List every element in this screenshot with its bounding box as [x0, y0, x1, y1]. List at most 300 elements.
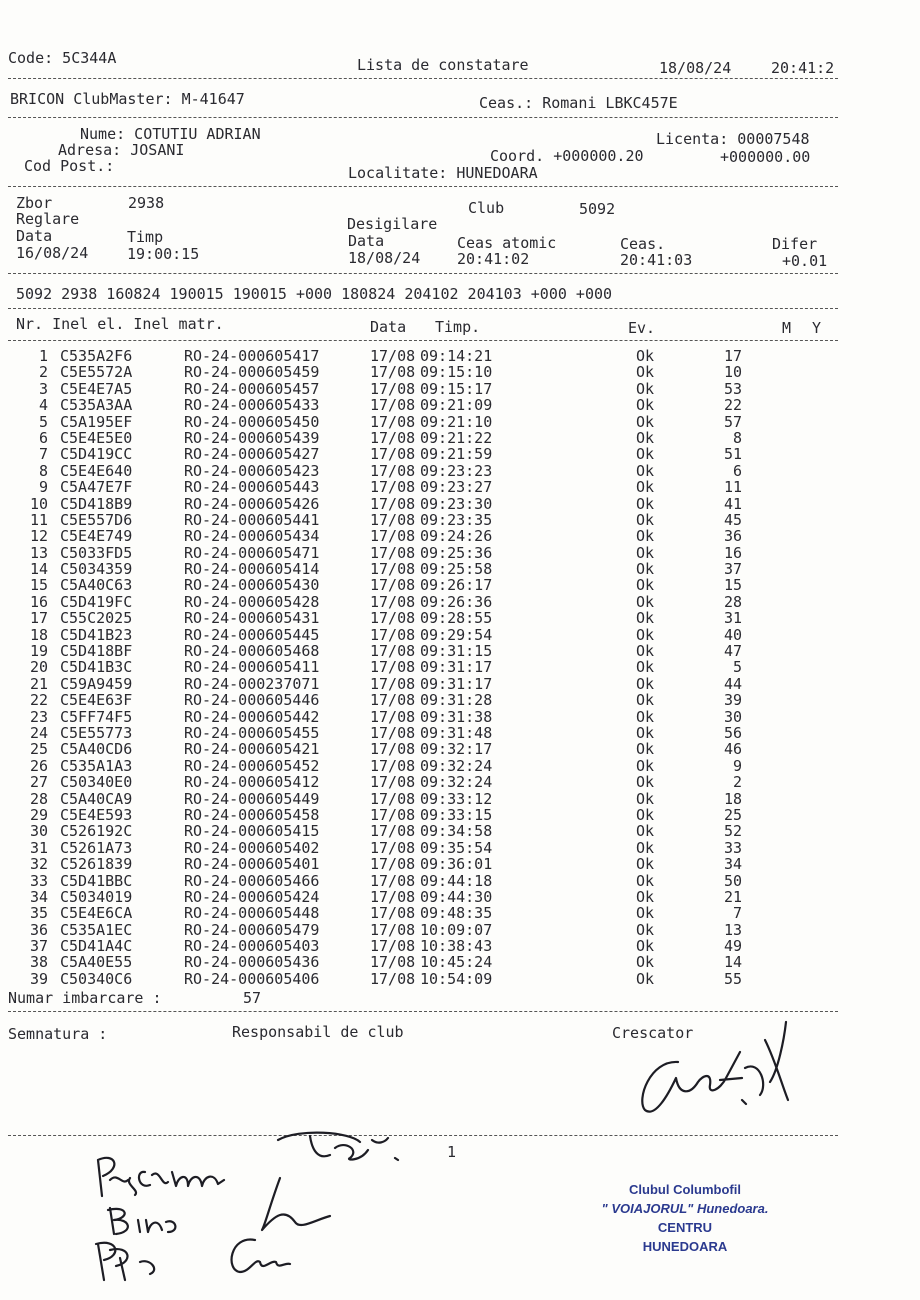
- extra-signature-2: [232, 1240, 290, 1272]
- row-inel: C5D41B3C: [60, 658, 133, 677]
- row-m: 55: [723, 969, 742, 988]
- handwritten-piscanu: [98, 1158, 224, 1196]
- row-data: 17/08: [370, 937, 416, 956]
- ceas-label: Ceas.: [620, 235, 666, 253]
- row-matricol: RO-24-000605443: [184, 478, 320, 497]
- row-ev: Ok: [636, 396, 655, 415]
- row-m: 18: [723, 789, 742, 808]
- desig-date: 18/08/24: [348, 249, 421, 267]
- row-ev: Ok: [636, 412, 655, 431]
- row-m: 47: [723, 642, 742, 661]
- desig-data-label: Data: [348, 232, 385, 250]
- row-data: 17/08: [370, 969, 416, 988]
- row-m: 45: [723, 510, 742, 529]
- owner-name: Nume: COTUTIU ADRIAN: [80, 125, 261, 143]
- club-label: Club: [468, 199, 505, 217]
- row-nr: 13: [29, 543, 48, 562]
- stamp-line-3: CENTRU: [657, 1220, 713, 1235]
- row-matricol: RO-24-000605457: [184, 379, 320, 398]
- row-nr: 27: [29, 773, 48, 792]
- col-header-m: M: [782, 319, 792, 337]
- row-ev: Ok: [636, 592, 655, 611]
- responsabil-signature: [278, 1133, 398, 1160]
- row-nr: 19: [29, 642, 48, 661]
- row-ev: Ok: [636, 920, 655, 939]
- row-matricol: RO-24-000237071: [184, 674, 320, 693]
- row-data: 17/08: [370, 592, 416, 611]
- row-nr: 32: [29, 855, 48, 874]
- row-data: 17/08: [370, 855, 416, 874]
- row-m: 40: [723, 625, 742, 644]
- row-timp: 09:23:30: [420, 494, 493, 513]
- row-ev: Ok: [636, 904, 655, 923]
- row-timp: 09:33:15: [420, 805, 493, 824]
- row-inel: C5E4E640: [60, 461, 133, 480]
- row-timp: 09:34:58: [420, 822, 493, 841]
- row-m: 7: [732, 904, 742, 923]
- row-timp: 09:31:17: [420, 674, 493, 693]
- row-inel: C5034359: [60, 560, 133, 579]
- row-nr: 18: [29, 625, 48, 644]
- row-timp: 09:31:38: [420, 707, 493, 726]
- row-nr: 33: [29, 871, 48, 890]
- row-nr: 23: [29, 707, 48, 726]
- row-m: 2: [732, 773, 742, 792]
- row-matricol: RO-24-000605468: [184, 642, 320, 661]
- row-data: 17/08: [370, 723, 416, 742]
- row-nr: 29: [29, 805, 48, 824]
- row-inel: C5261A73: [60, 838, 133, 857]
- stamp-line-4: HUNEDOARA: [642, 1239, 728, 1254]
- row-nr: 15: [29, 576, 48, 595]
- difer-value: +0.01: [782, 252, 828, 270]
- row-nr: 16: [29, 592, 48, 611]
- row-data: 17/08: [370, 412, 416, 431]
- row-inel: C5A40E55: [60, 953, 133, 972]
- row-ev: Ok: [636, 855, 655, 874]
- reglare-data-label: Data: [16, 227, 53, 245]
- row-nr: 26: [29, 756, 48, 775]
- row-data: 17/08: [370, 576, 416, 595]
- owner-locality: Localitate: HUNEDOARA: [348, 164, 538, 182]
- owner-coord-2: +000000.00: [720, 148, 811, 166]
- row-nr: 36: [29, 920, 48, 939]
- row-timp: 09:21:59: [420, 445, 493, 464]
- row-matricol: RO-24-000605414: [184, 560, 320, 579]
- row-inel: C5D418BF: [60, 642, 133, 661]
- row-nr: 12: [29, 527, 48, 546]
- row-m: 53: [723, 379, 742, 398]
- club-stamp: [565, 1180, 805, 1256]
- reglare-label: Reglare: [16, 210, 80, 228]
- row-data: 17/08: [370, 871, 416, 890]
- reglare-time: 19:00:15: [127, 245, 200, 263]
- row-ev: Ok: [636, 625, 655, 644]
- row-matricol: RO-24-000605452: [184, 756, 320, 775]
- ceas-atomic-label: Ceas atomic: [457, 234, 557, 252]
- row-matricol: RO-24-000605421: [184, 740, 320, 759]
- row-inel: C5A195EF: [60, 412, 133, 431]
- crescator-label: Crescator: [612, 1024, 694, 1042]
- row-m: 25: [723, 805, 742, 824]
- row-inel: C5D419FC: [60, 592, 133, 611]
- row-ev: Ok: [636, 461, 655, 480]
- row-timp: 09:25:36: [420, 543, 493, 562]
- row-matricol: RO-24-000605406: [184, 969, 320, 988]
- reglare-date: 16/08/24: [16, 244, 89, 262]
- row-timp: 09:44:30: [420, 887, 493, 906]
- numar-imbarcare-label: Numar imbarcare :: [8, 989, 162, 1007]
- numar-imbarcare-value: 57: [243, 989, 262, 1007]
- row-matricol: RO-24-000605426: [184, 494, 320, 513]
- row-ev: Ok: [636, 527, 655, 546]
- row-nr: 24: [29, 723, 48, 742]
- stamp-line-2: " VOIAJORUL" Hunedoara.: [601, 1201, 769, 1216]
- row-data: 17/08: [370, 740, 416, 759]
- row-nr: 3: [38, 379, 48, 398]
- row-inel: C5E557D6: [60, 510, 133, 529]
- row-m: 33: [723, 838, 742, 857]
- row-data: 17/08: [370, 428, 416, 447]
- row-ev: Ok: [636, 953, 655, 972]
- row-inel: C5A40CA9: [60, 789, 133, 808]
- row-nr: 14: [29, 560, 48, 579]
- row-timp: 09:21:09: [420, 396, 493, 415]
- reglare-timp-label: Timp: [127, 228, 164, 246]
- club-value: 5092: [579, 200, 616, 218]
- row-inel: C5033FD5: [60, 543, 133, 562]
- clock-id: Ceas.: Romani LBKC457E: [479, 94, 678, 112]
- row-nr: 21: [29, 674, 48, 693]
- row-inel: C5A47E7F: [60, 478, 133, 497]
- row-timp: 09:25:58: [420, 560, 493, 579]
- row-data: 17/08: [370, 658, 416, 677]
- row-matricol: RO-24-000605449: [184, 789, 320, 808]
- row-matricol: RO-24-000605446: [184, 691, 320, 710]
- row-inel: C526192C: [60, 822, 133, 841]
- row-matricol: RO-24-000605431: [184, 609, 320, 628]
- row-inel: C50340E0: [60, 773, 133, 792]
- row-ev: Ok: [636, 805, 655, 824]
- row-inel: C5E4E7A5: [60, 379, 133, 398]
- row-inel: C5D41A4C: [60, 937, 133, 956]
- row-timp: 09:29:54: [420, 625, 493, 644]
- row-m: 52: [723, 822, 742, 841]
- row-matricol: RO-24-000605436: [184, 953, 320, 972]
- row-timp: 09:36:01: [420, 855, 493, 874]
- row-timp: 09:31:17: [420, 658, 493, 677]
- row-matricol: RO-24-000605442: [184, 707, 320, 726]
- row-nr: 28: [29, 789, 48, 808]
- row-timp: 09:28:55: [420, 609, 493, 628]
- row-inel: C535A1EC: [60, 920, 133, 939]
- row-matricol: RO-24-000605424: [184, 887, 320, 906]
- row-m: 13: [723, 920, 742, 939]
- row-timp: 10:09:07: [420, 920, 493, 939]
- owner-licence: Licenta: 00007548: [656, 130, 810, 148]
- flight-code-line: 5092 2938 160824 190015 190015 +000 180824 204102 204103 +000 +000: [16, 285, 613, 303]
- row-m: 37: [723, 560, 742, 579]
- row-nr: 22: [29, 691, 48, 710]
- row-matricol: RO-24-000605412: [184, 773, 320, 792]
- row-ev: Ok: [636, 478, 655, 497]
- handwritten-biro: [108, 1208, 175, 1234]
- row-m: 15: [723, 576, 742, 595]
- row-timp: 09:23:27: [420, 478, 493, 497]
- row-timp: 09:23:23: [420, 461, 493, 480]
- row-timp: 09:21:22: [420, 428, 493, 447]
- row-nr: 6: [38, 428, 48, 447]
- responsabil-label: Responsabil de club: [232, 1023, 404, 1041]
- row-data: 17/08: [370, 445, 416, 464]
- row-nr: 30: [29, 822, 48, 841]
- row-m: 6: [732, 461, 742, 480]
- row-data: 17/08: [370, 609, 416, 628]
- row-inel: C5E55773: [60, 723, 133, 742]
- document-title: Lista de constatare: [357, 56, 529, 74]
- col-header-ev: Ev.: [628, 319, 656, 337]
- row-matricol: RO-24-000605427: [184, 445, 320, 464]
- row-m: 36: [723, 527, 742, 546]
- row-data: 17/08: [370, 461, 416, 480]
- row-ev: Ok: [636, 379, 655, 398]
- row-nr: 2: [38, 363, 48, 382]
- row-m: 39: [723, 691, 742, 710]
- row-nr: 20: [29, 658, 48, 677]
- row-inel: C5034019: [60, 887, 133, 906]
- stamp-line-1: Clubul Columbofil: [629, 1182, 741, 1197]
- row-timp: 09:32:24: [420, 773, 493, 792]
- col-header-data: Data: [370, 318, 407, 336]
- row-data: 17/08: [370, 789, 416, 808]
- row-matricol: RO-24-000605433: [184, 396, 320, 415]
- col-header-timp: Timp.: [435, 318, 481, 336]
- header-code: Code: 5C344A: [8, 49, 117, 67]
- row-timp: 09:26:17: [420, 576, 493, 595]
- row-m: 11: [723, 478, 742, 497]
- row-matricol: RO-24-000605417: [184, 347, 320, 365]
- row-m: 16: [723, 543, 742, 562]
- row-timp: 09:31:15: [420, 642, 493, 661]
- row-timp: 09:31:48: [420, 723, 493, 742]
- row-ev: Ok: [636, 445, 655, 464]
- owner-coord: Coord. +000000.20: [490, 147, 644, 165]
- row-data: 17/08: [370, 396, 416, 415]
- row-m: 8: [732, 428, 742, 447]
- row-nr: 11: [29, 510, 48, 529]
- row-timp: 09:48:35: [420, 904, 493, 923]
- row-nr: 9: [38, 478, 48, 497]
- row-m: 56: [723, 723, 742, 742]
- row-matricol: RO-24-000605434: [184, 527, 320, 546]
- row-ev: Ok: [636, 822, 655, 841]
- row-matricol: RO-24-000605448: [184, 904, 320, 923]
- handwritten-pop: [96, 1243, 154, 1280]
- row-timp: 09:23:35: [420, 510, 493, 529]
- owner-postcode: Cod Post.:: [24, 157, 115, 175]
- row-m: 49: [723, 937, 742, 956]
- semnatura-label: Semnatura :: [8, 1025, 108, 1043]
- row-data: 17/08: [370, 347, 416, 365]
- print-date: 18/08/24: [659, 59, 732, 77]
- row-nr: 17: [29, 609, 48, 628]
- row-matricol: RO-24-000605401: [184, 855, 320, 874]
- row-timp: 09:44:18: [420, 871, 493, 890]
- row-inel: C55C2025: [60, 609, 133, 628]
- row-ev: Ok: [636, 428, 655, 447]
- row-inel: C5E4E749: [60, 527, 133, 546]
- row-m: 41: [723, 494, 742, 513]
- row-m: 50: [723, 871, 742, 890]
- row-inel: C5D41BBC: [60, 871, 133, 890]
- row-matricol: RO-24-000605479: [184, 920, 320, 939]
- row-timp: 10:45:24: [420, 953, 493, 972]
- ceas-atomic-value: 20:41:02: [457, 250, 530, 268]
- row-inel: C5FF74F5: [60, 707, 133, 726]
- row-matricol: RO-24-000605411: [184, 658, 320, 677]
- row-timp: 09:32:24: [420, 756, 493, 775]
- row-matricol: RO-24-000605459: [184, 363, 320, 382]
- row-nr: 8: [38, 461, 48, 480]
- device-id: BRICON ClubMaster: M-41647: [10, 90, 245, 108]
- row-data: 17/08: [370, 805, 416, 824]
- row-inel: C59A9459: [60, 674, 133, 693]
- row-matricol: RO-24-000605441: [184, 510, 320, 529]
- row-ev: Ok: [636, 789, 655, 808]
- row-data: 17/08: [370, 838, 416, 857]
- row-data: 17/08: [370, 707, 416, 726]
- row-timp: 10:54:09: [420, 969, 493, 988]
- row-m: 46: [723, 740, 742, 759]
- row-ev: Ok: [636, 609, 655, 628]
- row-nr: 38: [29, 953, 48, 972]
- row-m: 57: [723, 412, 742, 431]
- row-nr: 39: [29, 969, 48, 988]
- row-m: 34: [723, 855, 742, 874]
- row-nr: 34: [29, 887, 48, 906]
- row-ev: Ok: [636, 838, 655, 857]
- row-timp: 09:24:26: [420, 527, 493, 546]
- row-ev: Ok: [636, 871, 655, 890]
- row-m: 30: [723, 707, 742, 726]
- desigilare-label: Desigilare: [347, 215, 438, 233]
- row-ev: Ok: [636, 576, 655, 595]
- row-matricol: RO-24-000605402: [184, 838, 320, 857]
- row-inel: C5E4E593: [60, 805, 133, 824]
- row-matricol: RO-24-000605403: [184, 937, 320, 956]
- row-nr: 35: [29, 904, 48, 923]
- row-nr: 5: [38, 412, 48, 431]
- row-timp: 09:26:36: [420, 592, 493, 611]
- row-ev: Ok: [636, 510, 655, 529]
- row-ev: Ok: [636, 658, 655, 677]
- row-nr: 1: [38, 347, 48, 365]
- row-ev: Ok: [636, 937, 655, 956]
- row-ev: Ok: [636, 723, 655, 742]
- row-matricol: RO-24-000605430: [184, 576, 320, 595]
- row-data: 17/08: [370, 379, 416, 398]
- row-m: 21: [723, 887, 742, 906]
- row-data: 17/08: [370, 920, 416, 939]
- row-data: 17/08: [370, 560, 416, 579]
- row-data: 17/08: [370, 363, 416, 382]
- row-m: 5: [732, 658, 742, 677]
- row-inel: C5D419CC: [60, 445, 133, 464]
- print-time: 20:41:2: [771, 59, 835, 77]
- row-inel: C5E4E63F: [60, 691, 133, 710]
- difer-label: Difer: [772, 235, 818, 253]
- row-data: 17/08: [370, 510, 416, 529]
- row-ev: Ok: [636, 642, 655, 661]
- row-matricol: RO-24-000605458: [184, 805, 320, 824]
- row-ev: Ok: [636, 969, 655, 988]
- zbor-label: Zbor: [16, 194, 53, 212]
- row-ev: Ok: [636, 773, 655, 792]
- row-ev: Ok: [636, 494, 655, 513]
- row-matricol: RO-24-000605471: [184, 543, 320, 562]
- row-inel: C5261839: [60, 855, 133, 874]
- row-ev: Ok: [636, 543, 655, 562]
- row-m: 51: [723, 445, 742, 464]
- row-data: 17/08: [370, 478, 416, 497]
- row-inel: C535A3AA: [60, 396, 133, 415]
- row-inel: C5E5572A: [60, 363, 133, 382]
- row-inel: C5E4E6CA: [60, 904, 133, 923]
- row-inel: C5E4E5E0: [60, 428, 133, 447]
- row-m: 14: [723, 953, 742, 972]
- row-inel: C535A2F6: [60, 347, 133, 365]
- row-inel: C535A1A3: [60, 756, 133, 775]
- row-matricol: RO-24-000605415: [184, 822, 320, 841]
- row-ev: Ok: [636, 887, 655, 906]
- row-data: 17/08: [370, 625, 416, 644]
- row-timp: 09:32:17: [420, 740, 493, 759]
- crescator-signature: [642, 1022, 786, 1112]
- row-data: 17/08: [370, 494, 416, 513]
- row-matricol: RO-24-000605428: [184, 592, 320, 611]
- row-inel: C5A40C63: [60, 576, 133, 595]
- row-data: 17/08: [370, 773, 416, 792]
- row-matricol: RO-24-000605439: [184, 428, 320, 447]
- row-inel: C5D41B23: [60, 625, 133, 644]
- row-matricol: RO-24-000605423: [184, 461, 320, 480]
- zbor-value: 2938: [128, 194, 165, 212]
- row-ev: Ok: [636, 740, 655, 759]
- row-matricol: RO-24-000605466: [184, 871, 320, 890]
- row-inel: C50340C6: [60, 969, 133, 988]
- row-nr: 25: [29, 740, 48, 759]
- col-header-nr-inel: Nr. Inel el. Inel matr.: [16, 315, 224, 333]
- row-timp: 09:14:21: [420, 347, 493, 365]
- row-nr: 31: [29, 838, 48, 857]
- row-timp: 09:21:10: [420, 412, 493, 431]
- row-data: 17/08: [370, 642, 416, 661]
- row-data: 17/08: [370, 887, 416, 906]
- row-inel: C5A40CD6: [60, 740, 133, 759]
- ceas-value: 20:41:03: [620, 251, 693, 269]
- row-ev: Ok: [636, 691, 655, 710]
- row-data: 17/08: [370, 527, 416, 546]
- row-timp: 09:15:17: [420, 379, 493, 398]
- row-ev: Ok: [636, 756, 655, 775]
- row-m: 10: [723, 363, 742, 382]
- row-matricol: RO-24-000605455: [184, 723, 320, 742]
- page-number: 1: [447, 1143, 457, 1161]
- row-ev: Ok: [636, 363, 655, 382]
- row-inel: C5D418B9: [60, 494, 133, 513]
- row-data: 17/08: [370, 543, 416, 562]
- row-nr: 7: [38, 445, 48, 464]
